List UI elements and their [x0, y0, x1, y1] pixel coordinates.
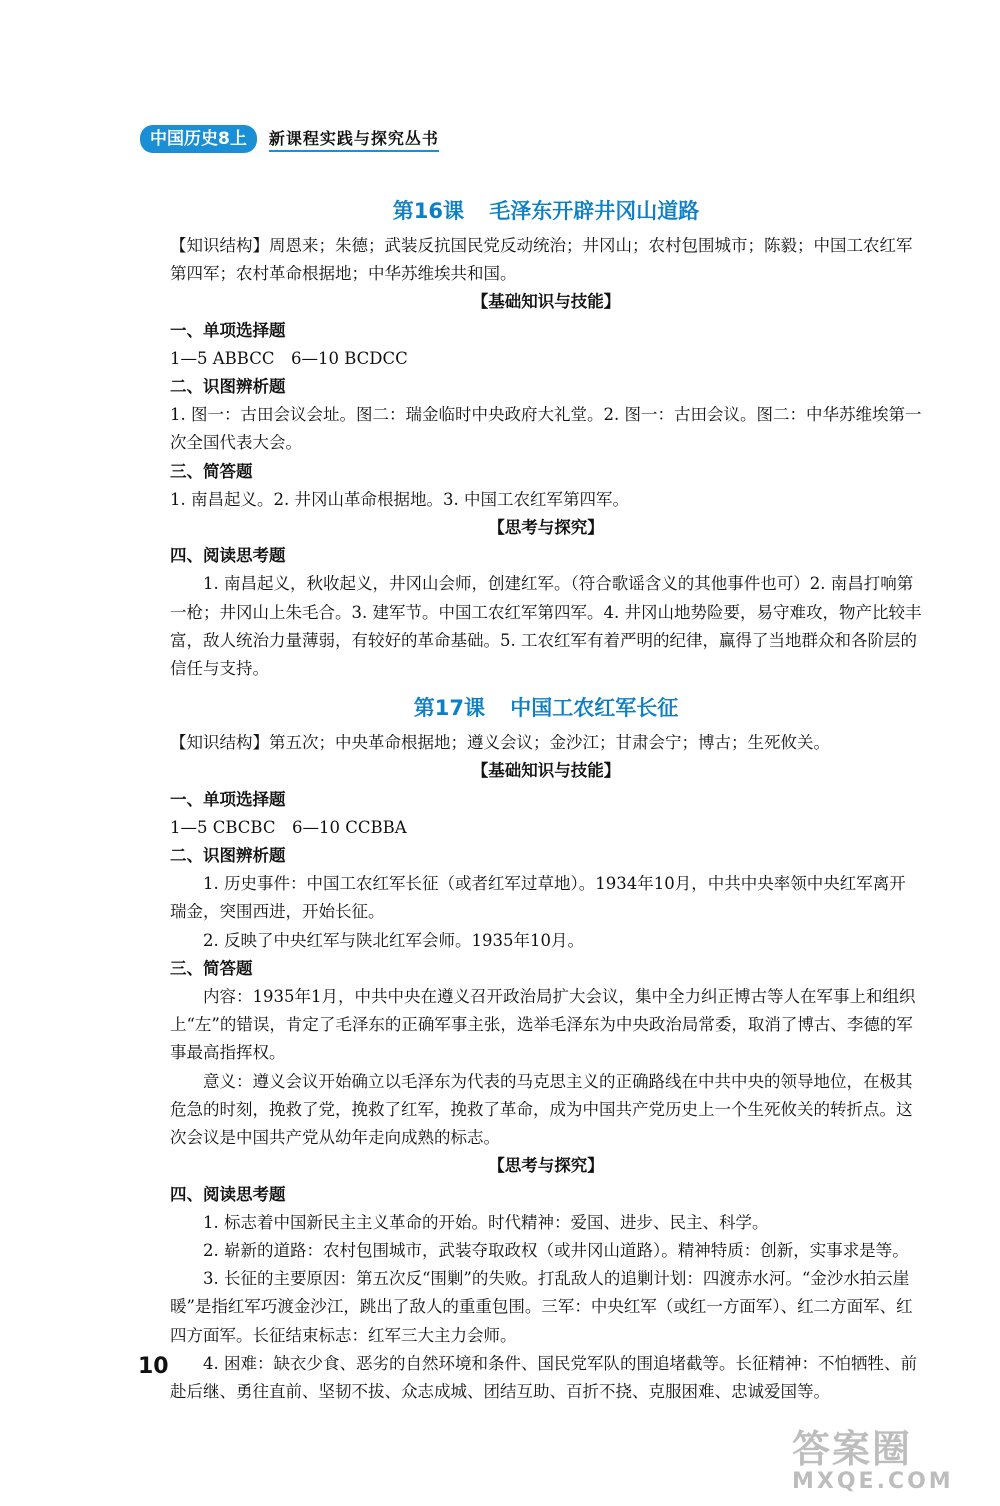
lesson-16-section-2: 二、识图辨析题	[170, 377, 286, 397]
lesson-17-section-2-answer-1: 1. 历史事件：中国工农红军长征（或者红军过草地）。1934年10月，中共中央率领中央红军离开瑞金，突围西进，开始长征。	[170, 874, 906, 922]
lesson-17-think-heading: 【思考与探究】	[488, 1156, 604, 1176]
watermark-logo	[792, 1428, 982, 1498]
page-number: 10	[138, 1354, 169, 1379]
lesson-17-section-4-answer-2: 2. 崭新的道路：农村包围城市，武装夺取政权（或井冈山道路）。精神特质：创新，实事求是等。	[203, 1240, 909, 1260]
lesson-17-section-4-answer-4: 4. 困难：缺衣少食、恶劣的自然环境和条件、国民党军队的围追堵截等。长征精神：不怕牺牲、前赴后继、勇往直前、坚韧不拔、众志成城、团结互助、百折不挠、克服困难、忠诚爱国等。	[170, 1353, 917, 1401]
lesson-16-basics-heading: 【基础知识与技能】	[471, 292, 621, 312]
series-title: 新课程实践与探究丛书	[269, 126, 439, 152]
lesson-17-title: 第17课 中国工农红军长征	[413, 696, 679, 721]
lesson-17-section-4-answer-3: 3. 长征的主要原因：第五次反“围剿”的失败。打乱敌人的追剿计划：四渡赤水河。“金沙水拍云崖暖”是指红军巧渡金沙江，跳出了敌人的重重包围。三军：中央红军（或红一方面军）、红二方面军、红四方面军。长征结束标志：红军三大主力会师。	[170, 1269, 913, 1345]
lesson-17-section-2-answer-2: 2. 反映了中央红军与陕北红军会师。1935年10月。	[203, 930, 584, 950]
lesson-16-section-1: 一、单项选择题	[170, 320, 286, 340]
lesson-16-section-1-answer: 1—5 ABBCC 6—10 BCDCC	[170, 348, 408, 368]
lesson-17-section-3-answer-1: 内容：1935年1月，中共中央在遵义召开政治局扩大会议，集中全力纠正博古等人在军事上和组织上“左”的错误，肯定了毛泽东的正确军事主张，选举毛泽东为中央政治局常委，取消了博古、李德的军事最高指挥权。	[170, 987, 916, 1063]
lesson-16-section-4: 四、阅读思考题	[170, 546, 286, 566]
lesson-16-title: 第16课 毛泽东开辟井冈山道路	[392, 199, 700, 223]
watermark-url: MXQE.COM	[792, 1469, 954, 1494]
lesson-17-basics-heading: 【基础知识与技能】	[471, 761, 621, 781]
lesson-17-section-4-answer-1: 1. 标志着中国新民主主义革命的开始。时代精神：爱国、进步、民主、科学。	[203, 1212, 769, 1232]
lesson-16-section-3: 三、简答题	[170, 461, 253, 481]
lesson-17-section-3-answer-2: 意义：遵义会议开始确立以毛泽东为代表的马克思主义的正确路线在中共中央的领导地位，在极其危急的时刻，挽救了党，挽救了红军，挽救了革命，成为中国共产党历史上一个生死攸关的转折点。这次会议是中国共产党从幼年走向成熟的标志。	[170, 1071, 913, 1148]
lesson-16-section-4-answer: 1. 南昌起义，秋收起义，井冈山会师，创建红军。（符合歌谣含义的其他事件也可）2. 南昌打响第一枪；井冈山上朱毛合。3. 建军节。中国工农红军第四军。4. 井冈山地势险要，易守难攻，物产比较丰富，敌人统治力量薄弱，有较好的革命基础。5. 工农红军有着严明的纪律，赢得了当地群众和各阶层的信任与支持。	[170, 574, 922, 679]
lesson-16-section-2-answer: 1. 图一：古田会议会址。图二：瑞金临时中央政府大礼堂。2. 图一：古田会议。图二：中华苏维埃第一次全国代表大会。	[170, 405, 922, 453]
page-header	[140, 124, 439, 154]
lesson-17-section-1-answer: 1—5 CBCBC 6—10 CCBBA	[170, 817, 407, 837]
lesson-17-section-2: 二、识图辨析题	[170, 846, 286, 866]
lesson-17-knowledge: 【知识结构】第五次；中央革命根据地；遵义会议；金沙江；甘肃会宁；博古；生死攸关。	[170, 733, 830, 753]
lesson-16-section-3-answer: 1. 南昌起义。2. 井冈山革命根据地。3. 中国工农红军第四军。	[170, 489, 629, 509]
lesson-16-think-heading: 【思考与探究】	[488, 518, 604, 538]
lesson-16-knowledge: 【知识结构】周恩来；朱德；武装反抗国民党反动统治；井冈山；农村包围城市；陈毅；中国工农红军第四军；农村革命根据地；中华苏维埃共和国。	[170, 236, 913, 284]
lesson-17-section-4: 四、阅读思考题	[170, 1184, 286, 1204]
page-content	[170, 194, 922, 1406]
lesson-17-section-3: 三、简答题	[170, 958, 253, 978]
watermark-text: 答案圈	[792, 1427, 913, 1471]
book-title-badge: 中国历史8上	[140, 125, 257, 153]
lesson-17-section-1: 一、单项选择题	[170, 789, 286, 809]
